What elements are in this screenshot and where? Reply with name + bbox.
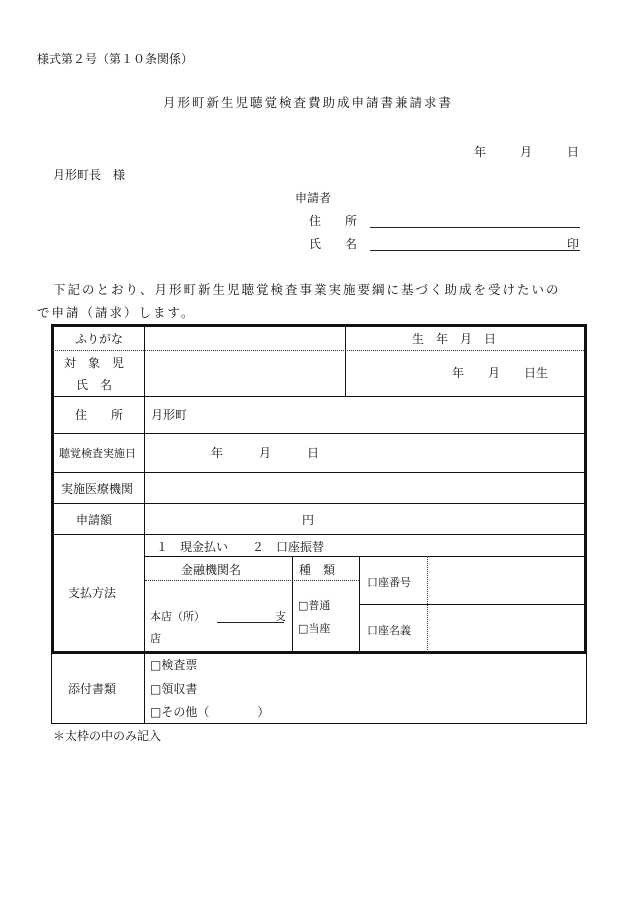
address-value[interactable]: 月形町 xyxy=(151,408,188,422)
intro-line-1: 下記のとおり、月形町新生児聴覚検査事業実施要綱に基づく助成を受けたいの xyxy=(53,282,561,297)
birth-date-value: 年 月 日生 xyxy=(452,366,549,380)
date-month: 月 xyxy=(520,145,533,159)
account-number-label: 口座番号 xyxy=(367,576,411,589)
child-name-field[interactable] xyxy=(145,351,345,396)
exam-date-label: 聴覚検査実施日 xyxy=(59,447,136,460)
date-year: 年 xyxy=(474,145,487,159)
checkbox-exam-slip[interactable]: □検査票 xyxy=(150,658,198,672)
applicant-name-label: 氏 名 xyxy=(309,237,358,251)
furigana-field[interactable] xyxy=(145,327,345,350)
form-number: 様式第２号（第１０条関係） xyxy=(37,52,194,66)
subject-child-label-2: 氏 名 xyxy=(76,378,113,392)
applicant-name-field[interactable] xyxy=(370,250,580,251)
account-holder-label: 口座名義 xyxy=(367,624,411,637)
payment-method-label: 支払方法 xyxy=(68,586,117,600)
branch-label: 本店（所） xyxy=(150,610,205,623)
branch-suffix-2: 店 xyxy=(150,632,161,645)
form-title: 月形町新生児聴覚検査費助成申請書兼請求書 xyxy=(163,95,454,110)
payment-options[interactable]: １ 現金払い ２ 口座振替 xyxy=(156,540,325,554)
exam-date-value[interactable]: 年 月 日 xyxy=(211,446,320,460)
checkbox-other[interactable]: □その他（ ） xyxy=(150,705,270,719)
intro-line-2: で申請（請求）します。 xyxy=(37,305,196,320)
checkbox-receipt[interactable]: □領収書 xyxy=(150,682,198,696)
addressee: 月形町長 様 xyxy=(53,168,126,182)
bank-name-header: 金融機関名 xyxy=(181,563,242,577)
address-label: 住 所 xyxy=(75,408,124,422)
date-day: 日 xyxy=(567,145,580,159)
subject-child-label-1: 対 象 児 xyxy=(64,356,125,370)
amount-label: 申請額 xyxy=(76,513,113,527)
furigana-label: ふりがな xyxy=(75,332,124,346)
checkbox-ordinary[interactable]: □普通 xyxy=(298,599,331,612)
account-kind-header: 種 類 xyxy=(299,563,336,577)
seal-mark: 印 xyxy=(567,237,580,251)
attachments-label: 添付書類 xyxy=(68,682,117,696)
hospital-label: 実施医療機関 xyxy=(61,482,134,496)
footnote: ＊太枠の中のみ記入 xyxy=(53,729,162,743)
applicant-address-label: 住 所 xyxy=(309,214,358,228)
applicant-address-field[interactable] xyxy=(370,227,580,228)
checkbox-current[interactable]: □当座 xyxy=(298,622,331,635)
branch-name-field[interactable] xyxy=(217,622,284,623)
hospital-field[interactable] xyxy=(145,473,584,503)
applicant-heading: 申請者 xyxy=(295,191,332,205)
amount-unit: 円 xyxy=(302,513,315,527)
birth-date-header: 生 年 月 日 xyxy=(412,332,497,346)
branch-suffix: 支 xyxy=(275,610,286,623)
